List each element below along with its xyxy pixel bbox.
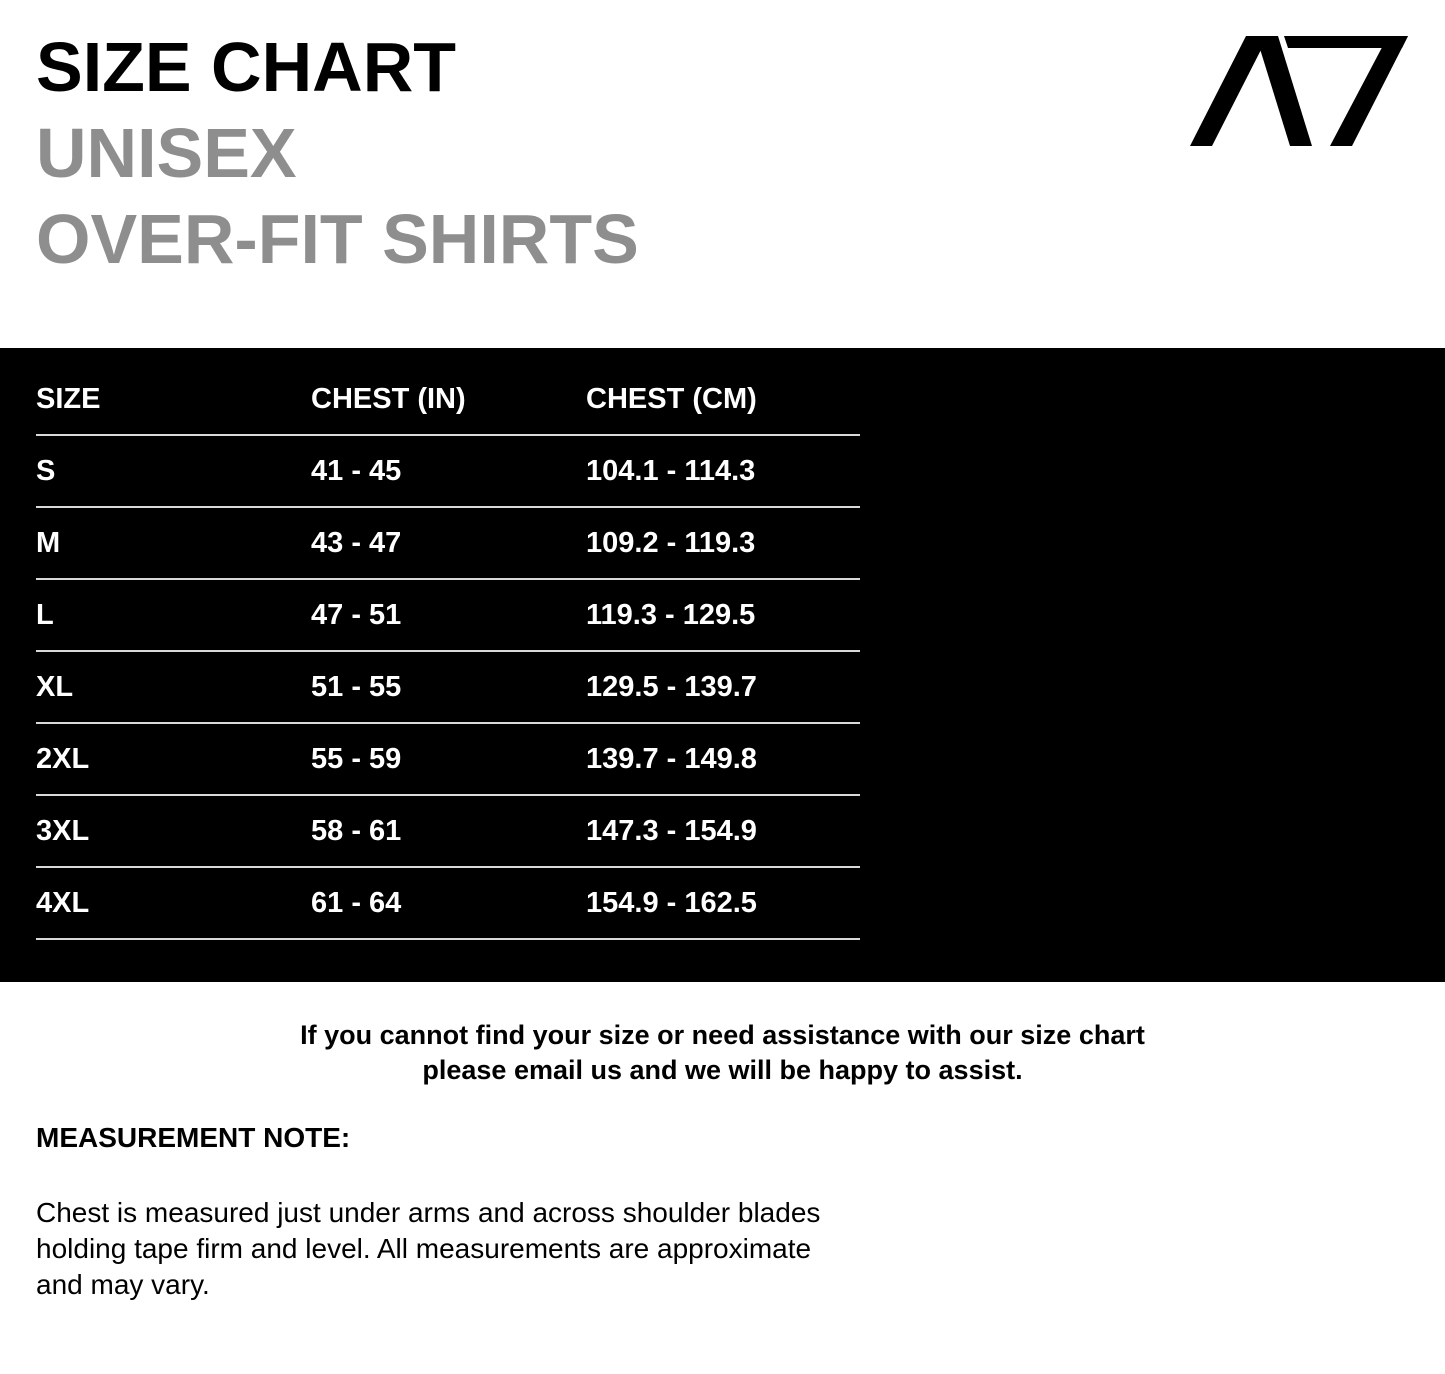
- size-table-band: [0, 348, 1445, 982]
- size-cell: S: [36, 454, 56, 487]
- logo-left-stroke: [1190, 36, 1268, 146]
- chest-cm-cell: 147.3 - 154.9: [586, 814, 757, 847]
- chest-cm-cell: 139.7 - 149.8: [586, 742, 757, 775]
- size-cell: 2XL: [36, 742, 90, 775]
- assistance-line-1: If you cannot find your size or need assistance with our size chart: [300, 1020, 1145, 1050]
- measurement-note-heading: MEASUREMENT NOTE:: [36, 1122, 351, 1153]
- chest-cm-cell: 104.1 - 114.3: [586, 454, 756, 487]
- size-table: [36, 348, 860, 940]
- table-row: [36, 436, 860, 508]
- measurement-note-line-1: Chest is measured just under arms and across shoulder blades: [36, 1197, 821, 1228]
- size-cell: 4XL: [36, 886, 90, 919]
- subtitle-product: OVER-FIT SHIRTS: [36, 200, 639, 278]
- assistance-line-2: please email us and we will be happy to assist.: [422, 1055, 1023, 1085]
- chest-cm-cell: 154.9 - 162.5: [586, 886, 757, 919]
- table-row: [36, 796, 860, 868]
- chest-in-cell: 55 - 59: [311, 742, 402, 775]
- measurement-note-line-2: holding tape firm and level. All measurements are approximate: [36, 1233, 812, 1264]
- column-header-size: SIZE: [36, 382, 101, 415]
- size-cell: 3XL: [36, 814, 90, 847]
- chest-in-cell: 51 - 55: [311, 670, 402, 703]
- table-row: [36, 868, 860, 940]
- chest-in-cell: 61 - 64: [311, 886, 402, 919]
- measurement-note-line-3: and may vary.: [36, 1269, 210, 1300]
- page-title: SIZE CHART: [36, 28, 456, 106]
- size-cell: XL: [36, 670, 74, 703]
- table-row: [36, 724, 860, 796]
- size-cell: M: [36, 526, 61, 559]
- header: [36, 24, 639, 282]
- logo-middle-stroke: [1256, 36, 1312, 146]
- table-row: [36, 580, 860, 652]
- table-row: [36, 508, 860, 580]
- measurement-note-body: [36, 1195, 820, 1303]
- chest-in-cell: 43 - 47: [311, 526, 402, 559]
- subtitle-unisex: UNISEX: [36, 114, 297, 192]
- chest-cm-cell: 119.3 - 129.5: [586, 598, 756, 631]
- chest-in-cell: 47 - 51: [311, 598, 402, 631]
- chest-in-cell: 58 - 61: [311, 814, 402, 847]
- table-header-row: [36, 348, 860, 436]
- chest-cm-cell: 129.5 - 139.7: [586, 670, 757, 703]
- size-cell: L: [36, 598, 54, 631]
- a7-logo-icon: [1190, 36, 1408, 146]
- column-header-chest-in: CHEST (IN): [311, 382, 466, 415]
- chest-in-cell: 41 - 45: [311, 454, 402, 487]
- column-header-chest-cm: CHEST (CM): [586, 382, 757, 415]
- logo-seven-stroke: [1330, 36, 1408, 146]
- assistance-message: [0, 1018, 1445, 1088]
- table-row: [36, 652, 860, 724]
- chest-cm-cell: 109.2 - 119.3: [586, 526, 756, 559]
